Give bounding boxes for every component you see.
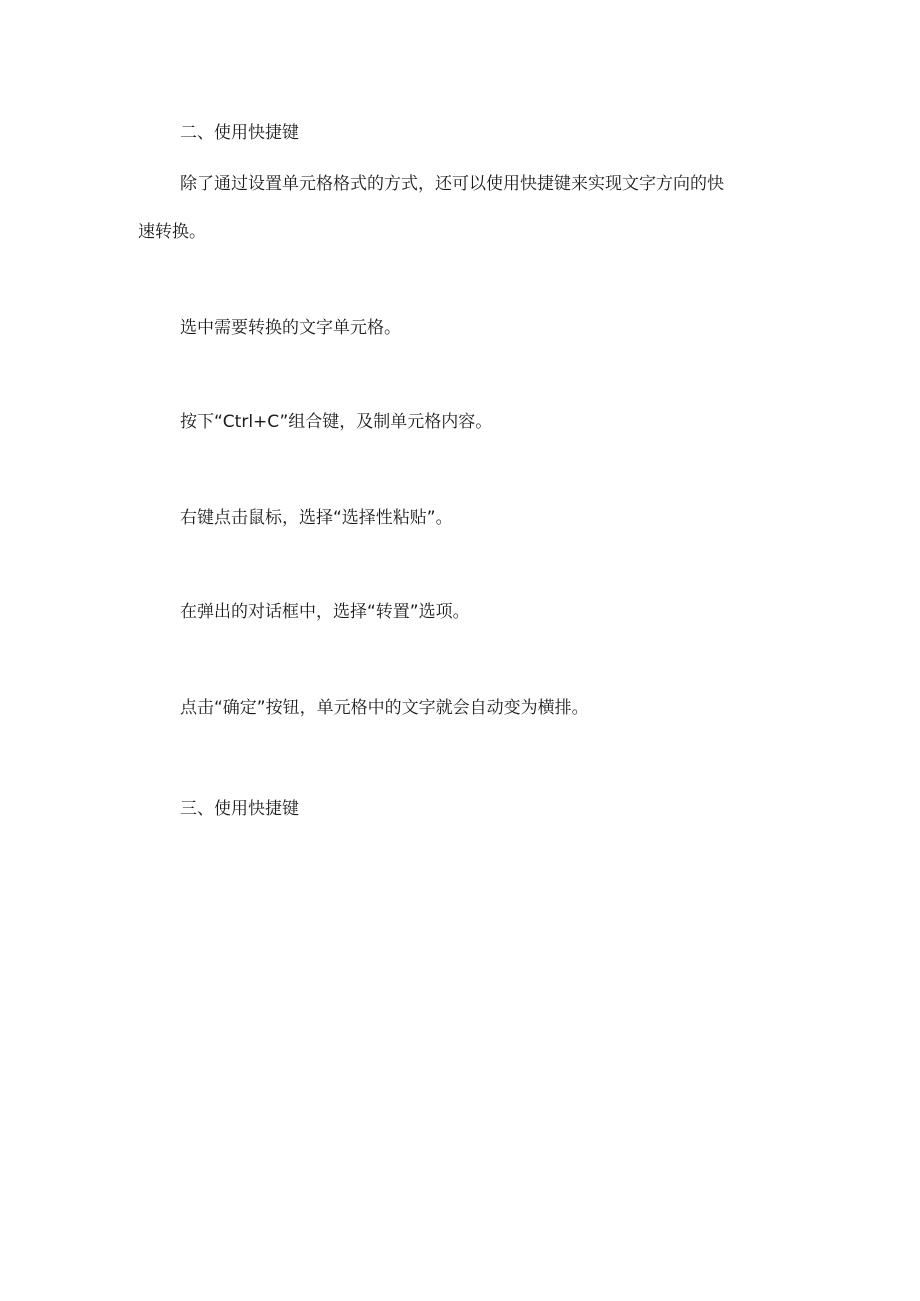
step-transpose-option: 在弹出的对话框中，选择“转置”选项。: [180, 602, 470, 622]
step-select-cells: 选中需要转换的文字单元格。: [180, 318, 401, 338]
section-two-heading: 二、使用快捷键: [180, 123, 299, 143]
section-three-heading: 三、使用快捷键: [180, 799, 299, 819]
intro-paragraph-line-1: 除了通过设置单元格格式的方式，还可以使用快捷键来实现文字方向的快: [180, 174, 724, 194]
step-paste-special: 右键点击鼠标，选择“选择性粘贴”。: [180, 508, 453, 528]
intro-paragraph-line-2: 速转换。: [138, 222, 206, 242]
step-copy-shortcut: 按下“Ctrl+C”组合键，及制单元格内容。: [180, 412, 493, 432]
step-confirm-button: 点击“确定”按钮，单元格中的文字就会自动变为横排。: [180, 698, 589, 718]
